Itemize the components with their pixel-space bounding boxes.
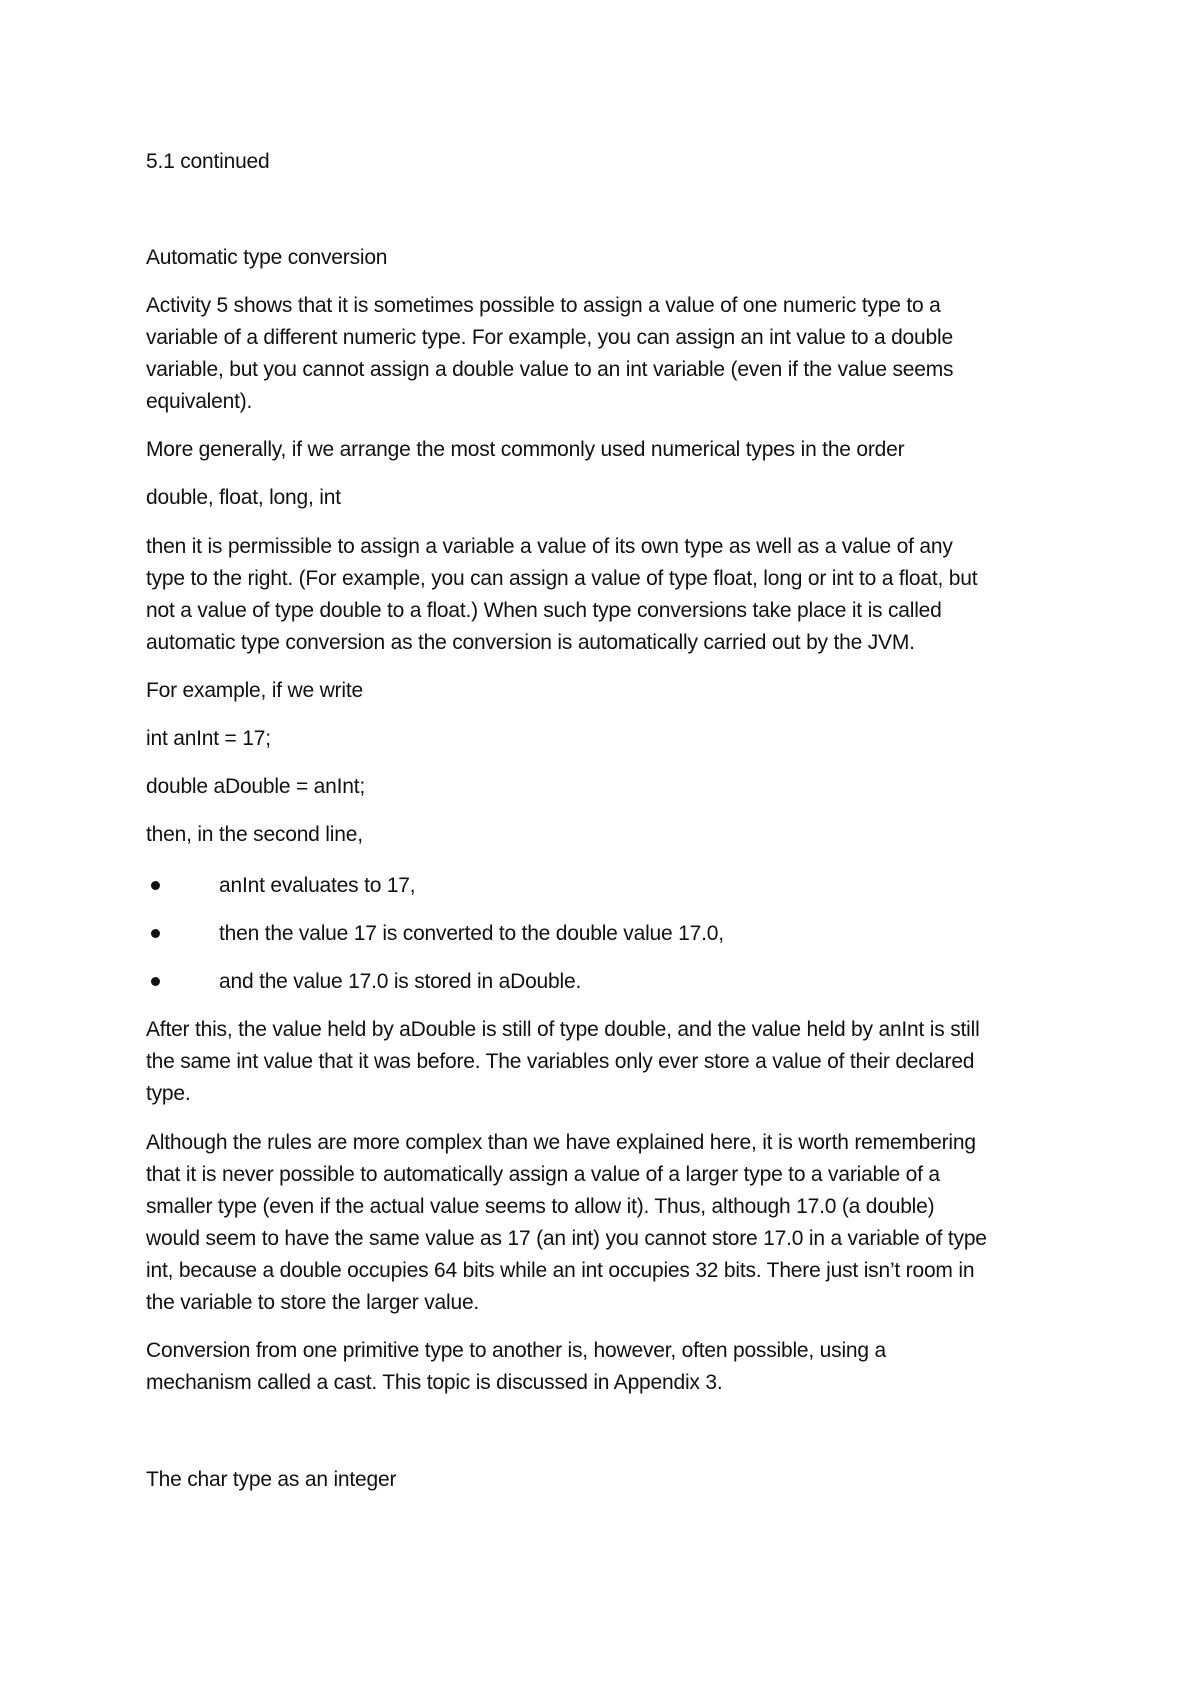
text-line: equivalent).: [146, 390, 253, 413]
text-line: variable of a different numeric type. For example, you can assign an int value to a double: [146, 326, 953, 349]
bullet-icon: [151, 977, 160, 986]
text-line: After this, the value held by aDouble is still of type double, and the value held by anInt is still: [146, 1018, 980, 1041]
paragraph-more-generally: More generally, if we arrange the most commonly used numerical types in the order: [146, 438, 905, 461]
section-label: 5.1 continued: [146, 150, 270, 173]
list-item-text: then the value 17 is converted to the double value 17.0,: [219, 922, 724, 945]
text-line: Conversion from one primitive type to another is, however, often possible, using a: [146, 1339, 887, 1362]
text-line: Activity 5 shows that it is sometimes possible to assign a value of one numeric type to a: [146, 294, 941, 317]
heading-automatic-type-conversion: Automatic type conversion: [146, 246, 388, 269]
heading-char-type: The char type as an integer: [146, 1468, 397, 1491]
text-line: Although the rules are more complex than we have explained here, it is worth remembering: [146, 1131, 976, 1154]
text-line: smaller type (even if the actual value seems to allow it). Thus, although 17.0 (a double): [146, 1195, 935, 1218]
text-line: not a value of type double to a float.) When such type conversions take place it is called: [146, 599, 942, 622]
example-intro: For example, if we write: [146, 679, 363, 702]
type-order-line: double, float, long, int: [146, 486, 341, 509]
bullet-icon: [151, 929, 160, 938]
text-line: automatic type conversion as the conversion is automatically carried out by the JVM.: [146, 631, 915, 654]
code-line-int: int anInt = 17;: [146, 727, 271, 750]
list-item-text: and the value 17.0 is stored in aDouble.: [219, 970, 582, 993]
list-item-text: anInt evaluates to 17,: [219, 874, 416, 897]
text-line: type to the right. (For example, you can assign a value of type float, long or int to a float, but: [146, 567, 978, 590]
then-line: then, in the second line,: [146, 823, 363, 846]
text-line: type.: [146, 1082, 191, 1105]
text-line: the variable to store the larger value.: [146, 1291, 480, 1314]
text-line: the same int value that it was before. The variables only ever store a value of their declared: [146, 1050, 975, 1073]
text-line: variable, but you cannot assign a double value to an int variable (even if the value seems: [146, 358, 954, 381]
text-line: mechanism called a cast. This topic is discussed in Appendix 3.: [146, 1371, 723, 1394]
bullet-icon: [151, 881, 160, 890]
text-line: that it is never possible to automatically assign a value of a larger type to a variable of a: [146, 1163, 940, 1186]
code-line-double: double aDouble = anInt;: [146, 775, 365, 798]
text-line: then it is permissible to assign a variable a value of its own type as well as a value of any: [146, 535, 953, 558]
text-line: int, because a double occupies 64 bits while an int occupies 32 bits. There just isn’t room in: [146, 1259, 975, 1282]
text-line: would seem to have the same value as 17 (an int) you cannot store 17.0 in a variable of type: [146, 1227, 987, 1250]
